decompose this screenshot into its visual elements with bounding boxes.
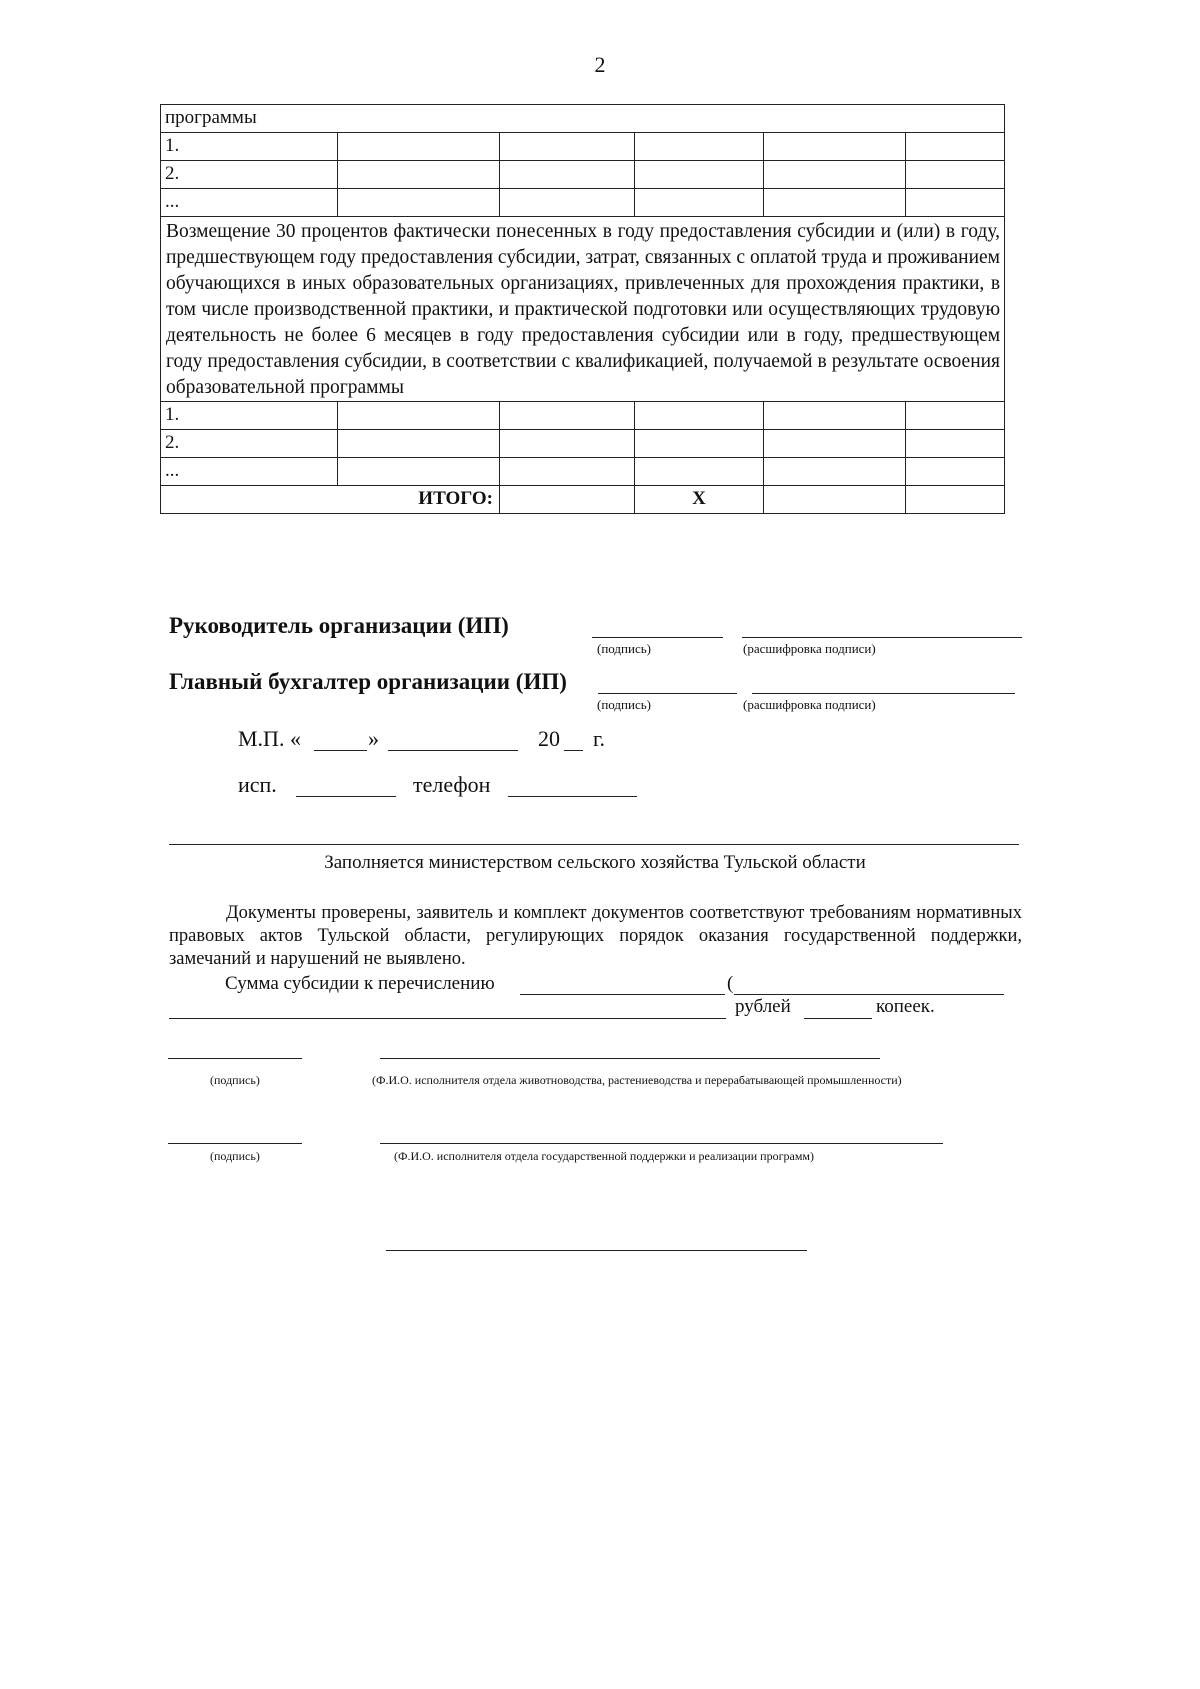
- rubles-label: рублей: [735, 996, 791, 1017]
- mp-prefix: М.П. «: [238, 726, 301, 751]
- phone-line[interactable]: [508, 796, 637, 797]
- ministry-paragraph: Документы проверены, заявитель и комплект документов соответствуют требованиям нормативных правовых актов Тульской области, регулирующих порядок оказания государственной поддержки, замечаний и нарушений не выявлено.: [169, 903, 1022, 969]
- mp-quote-close: »: [368, 726, 379, 751]
- table-row: [161, 189, 1005, 217]
- ministry-name-caption-1: (Ф.И.О. исполнителя отдела животноводства, растениеводства и перерабатывающей промышленности): [372, 1073, 902, 1087]
- sum-words-line[interactable]: [734, 994, 1004, 995]
- phone-label: телефон: [413, 772, 491, 797]
- ministry-name-line-2[interactable]: [380, 1143, 943, 1144]
- head-label: Руководитель организации (ИП): [169, 613, 509, 638]
- table-row: [161, 402, 1005, 430]
- table-row: [161, 458, 1005, 486]
- year-line[interactable]: [564, 750, 583, 751]
- month-line[interactable]: [388, 750, 518, 751]
- row-number: 2.: [161, 161, 338, 189]
- kopecks-label: копеек.: [876, 996, 935, 1017]
- ministry-name-line-1[interactable]: [380, 1058, 880, 1059]
- table-row: [161, 430, 1005, 458]
- head-signature-line[interactable]: [592, 637, 723, 638]
- row-number: 1.: [161, 133, 338, 161]
- sum-words-line-2[interactable]: [169, 1018, 726, 1019]
- decode-caption: (расшифровка подписи): [743, 641, 876, 656]
- ministry-signature-caption-1: (подпись): [210, 1073, 260, 1087]
- executor-label: исп.: [238, 772, 277, 797]
- mp-year: 20: [538, 726, 560, 751]
- decode-caption: (расшифровка подписи): [743, 697, 876, 712]
- accountant-decode-line[interactable]: [752, 693, 1015, 694]
- mp-year-suffix: г.: [593, 726, 606, 751]
- executor-line[interactable]: [296, 796, 396, 797]
- closing-rule: [386, 1250, 807, 1251]
- ministry-signature-line-1[interactable]: [168, 1058, 302, 1059]
- table-row: [161, 105, 1005, 133]
- sum-label: Сумма субсидии к перечислению: [225, 973, 495, 994]
- page-number: 2: [594, 52, 606, 77]
- ministry-signature-caption-2: (подпись): [210, 1149, 260, 1163]
- sum-paren: (: [727, 973, 734, 994]
- kopecks-line[interactable]: [804, 1018, 872, 1019]
- table-row: [161, 133, 1005, 161]
- table-section-description: Возмещение 30 процентов фактически понесенных в году предоставления субсидии и (или) в году, предшествующем году предоставления субсидии, затрат, связанных с оплатой труда и проживанием обучающихся в иных образовательных организациях, привлеченных для прохождения практики, в том числе производственной практики, и практической подготовки или осуществляющих трудовую деятельность не более 6 месяцев в году предоставления субсидии или в году, предшествующем году предоставления субсидии, в соответствии с квалификацией, получаемой в результате освоения образовательной программы: [161, 217, 1005, 402]
- row-number: 1.: [161, 402, 338, 430]
- table-section-label: программы: [161, 105, 1005, 133]
- row-number: ...: [161, 458, 338, 486]
- table-total-row: [161, 486, 1005, 514]
- subsidy-table: [160, 104, 1005, 514]
- signature-caption: (подпись): [597, 641, 651, 656]
- sum-line[interactable]: [520, 994, 725, 995]
- ministry-heading: Заполняется министерством сельского хозяйства Тульской области: [324, 852, 866, 873]
- day-line[interactable]: [314, 750, 367, 751]
- table-row: [161, 161, 1005, 189]
- total-label: ИТОГО:: [161, 486, 500, 514]
- accountant-signature-line[interactable]: [598, 693, 737, 694]
- row-number: 2.: [161, 430, 338, 458]
- ministry-signature-line-2[interactable]: [168, 1143, 302, 1144]
- head-decode-line[interactable]: [742, 637, 1022, 638]
- row-number: ...: [161, 189, 338, 217]
- section-divider: [169, 844, 1019, 845]
- table-row: [161, 217, 1005, 402]
- signature-caption: (подпись): [597, 697, 651, 712]
- accountant-label: Главный бухгалтер организации (ИП): [169, 669, 567, 694]
- total-mark: Х: [635, 486, 764, 514]
- ministry-name-caption-2: (Ф.И.О. исполнителя отдела государственной поддержки и реализации программ): [394, 1149, 815, 1163]
